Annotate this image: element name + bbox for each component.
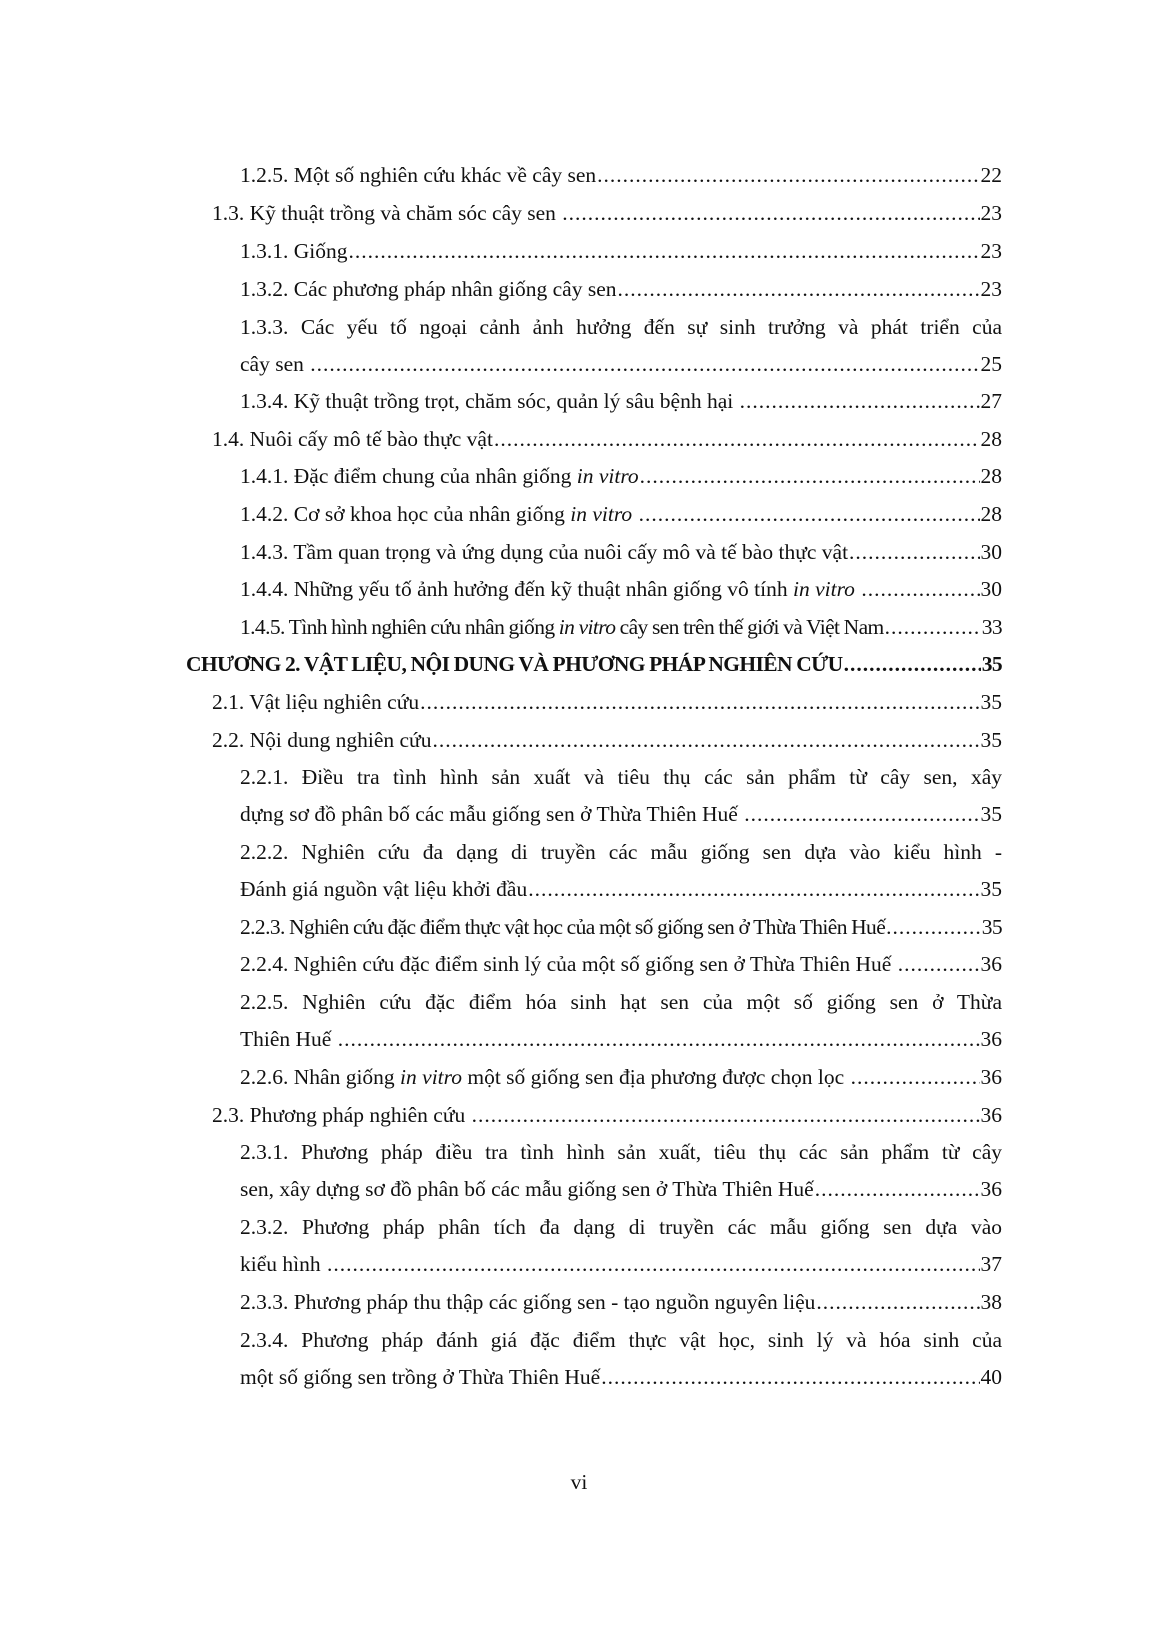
toc-entry-2-2-4[interactable] — [240, 945, 1002, 983]
toc-entry-2-3-1-line2[interactable] — [240, 1170, 1002, 1208]
toc-entry-label: 2.3.1. Phương pháp điều tra tình hình sản xuất, tiêu thụ các sản phẩm từ cây — [240, 1140, 1002, 1164]
toc-entry-2-3-4-line1[interactable] — [240, 1321, 1002, 1359]
toc-entry-2-3[interactable] — [212, 1096, 1002, 1134]
toc-entry-page: 36 — [980, 1103, 1002, 1127]
toc-entry-page: 35 — [981, 652, 1002, 676]
leader-dots — [849, 533, 979, 571]
page-number: vi — [570, 1470, 588, 1494]
leader-dots — [528, 870, 979, 908]
toc-entry-2-2-3[interactable] — [240, 908, 1002, 946]
toc-entry-page: 40 — [980, 1365, 1002, 1389]
leader-dots — [494, 420, 980, 458]
toc-entry-2-2-5-line2[interactable] — [240, 1020, 1002, 1058]
toc-entry-2-3-2-line1[interactable] — [240, 1208, 1002, 1246]
toc-entry-page: 35 — [980, 877, 1002, 901]
toc-entry-label-italic: in vitro — [570, 502, 633, 526]
toc-entry-label-italic: in vitro — [793, 577, 855, 601]
toc-entry-2-1[interactable] — [212, 683, 1002, 721]
toc-entry-1-4-5[interactable] — [240, 608, 1002, 646]
toc-entry-page: 23 — [980, 239, 1002, 263]
toc-entry-label — [240, 1058, 850, 1096]
leader-dots — [562, 194, 979, 232]
toc-entry-label: 2.3.2. Phương pháp phân tích đa dạng di truyền các mẫu giống sen dựa vào — [240, 1215, 1002, 1239]
toc-entry-label: một số giống sen trồng ở Thừa Thiên Huế — [240, 1365, 601, 1389]
toc-entry-2-2-2-line2[interactable] — [240, 870, 1002, 908]
leader-dots — [432, 721, 979, 759]
toc-entry-label: 1.3. Kỹ thuật trồng và chăm sóc cây sen — [212, 201, 562, 225]
toc-entry-label-text-after: một số giống sen địa phương được chọn lọc — [461, 1065, 850, 1089]
toc-entry-2-3-2-line2[interactable] — [240, 1245, 1002, 1283]
toc-entry-label — [240, 495, 638, 533]
toc-entry-label-text-after: cây sen trên thế giới và Việt Nam — [615, 615, 884, 639]
toc-entry-label: 2.3.3. Phương pháp thu thập các giống sen - tạo nguồn nguyên liệu — [240, 1290, 816, 1314]
toc-entry-label: 1.3.1. Giống — [240, 239, 348, 263]
toc-entry-label-italic: in vitro — [400, 1065, 462, 1089]
toc-entry-label: Thiên Huế — [240, 1027, 337, 1051]
toc-entry-label: kiểu hình — [240, 1252, 326, 1276]
toc-entry-page: 22 — [980, 163, 1002, 187]
toc-entry-1-3-3-line1[interactable] — [240, 308, 1002, 346]
toc-entry-label-text: 1.4.1. Đặc điểm chung của nhân giống — [240, 464, 577, 488]
leader-dots — [601, 1358, 979, 1396]
toc-entry-page: 23 — [980, 201, 1002, 225]
toc-entry-page: 37 — [980, 1252, 1002, 1276]
leader-dots — [744, 795, 979, 833]
toc-entry-1-3-1[interactable] — [240, 232, 1002, 270]
toc-entry-2-2-1-line1[interactable] — [240, 758, 1002, 796]
leader-dots — [597, 156, 979, 194]
toc-entry-page: 33 — [981, 615, 1002, 639]
toc-entry-label: 2.2.5. Nghiên cứu đặc điểm hóa sinh hạt sen của một số giống sen ở Thừa — [240, 990, 1002, 1014]
leader-dots — [815, 1170, 980, 1208]
toc-entry-label-text: 2.2.6. Nhân giống — [240, 1065, 401, 1089]
leader-dots — [349, 232, 980, 270]
toc-entry-label — [240, 457, 639, 495]
leader-dots — [851, 1058, 980, 1096]
leader-dots — [640, 457, 980, 495]
toc-entry-label: 2.2. Nội dung nghiên cứu — [212, 728, 432, 752]
toc-entry-label: 1.3.2. Các phương pháp nhân giống cây sen — [240, 277, 617, 301]
toc-entry-page: 28 — [980, 464, 1002, 488]
leader-dots — [861, 570, 979, 608]
toc-entry-chapter-2[interactable] — [186, 645, 1002, 683]
toc-entry-label: 2.2.4. Nghiên cứu đặc điểm sinh lý của một số giống sen ở Thừa Thiên Huế — [240, 952, 897, 976]
toc-entry-label: sen, xây dựng sơ đồ phân bố các mẫu giống sen ở Thừa Thiên Huế — [240, 1177, 814, 1201]
toc-entry-page: 23 — [980, 277, 1002, 301]
toc-entry-page: 36 — [980, 1027, 1002, 1051]
toc-entry-page: 30 — [980, 540, 1002, 564]
toc-entry-label: CHƯƠNG 2. VẬT LIỆU, NỘI DUNG VÀ PHƯƠNG PHÁP NGHIÊN CỨU — [186, 652, 843, 676]
toc-entry-label-text: 1.4.5. Tình hình nghiên cứu nhân giống — [240, 615, 559, 639]
toc-entry-label: 2.2.3. Nghiên cứu đặc điểm thực vật học của một số giống sen ở Thừa Thiên Huế — [240, 915, 886, 939]
toc-entry-label: 2.3. Phương pháp nghiên cứu — [212, 1103, 471, 1127]
toc-entry-page: 28 — [980, 502, 1002, 526]
toc-entry-2-2-2-line1[interactable] — [240, 833, 1002, 871]
toc-entry-page: 38 — [980, 1290, 1002, 1314]
toc-entry-page: 35 — [980, 728, 1002, 752]
toc-entry-1-3[interactable] — [212, 194, 1002, 232]
leader-dots — [898, 945, 980, 983]
toc-entry-label: 1.3.4. Kỹ thuật trồng trọt, chăm sóc, quản lý sâu bệnh hại — [240, 389, 739, 413]
toc-entry-2-3-4-line2[interactable] — [240, 1358, 1002, 1396]
toc-entry-1-4-2[interactable] — [240, 495, 1002, 533]
toc-entry-page: 35 — [980, 690, 1002, 714]
toc-entry-label: 2.2.1. Điều tra tình hình sản xuất và tiêu thụ các sản phẩm từ cây sen, xây — [240, 765, 1002, 789]
toc-entry-label-text: 1.4.4. Những yếu tố ảnh hưởng đến kỹ thuật nhân giống vô tính — [240, 577, 794, 601]
toc-entry-2-2-5-line1[interactable] — [240, 983, 1002, 1021]
toc-entry-2-2-1-line2[interactable] — [240, 795, 1002, 833]
toc-entry-label: 2.2.2. Nghiên cứu đa dạng di truyền các mẫu giống sen dựa vào kiểu hình - — [240, 840, 1002, 864]
toc-entry-2-3-1-line1[interactable] — [240, 1133, 1002, 1171]
toc-entry-label: dựng sơ đồ phân bố các mẫu giống sen ở Thừa Thiên Huế — [240, 802, 744, 826]
toc-entry-page: 30 — [980, 577, 1002, 601]
toc-entry-page: 35 — [980, 802, 1002, 826]
toc-entry-1-4[interactable] — [212, 420, 1002, 458]
leader-dots — [885, 608, 981, 646]
toc-entry-1-3-2[interactable] — [240, 270, 1002, 308]
toc-entry-page: 36 — [980, 1065, 1002, 1089]
toc-entry-1-3-3-line2[interactable] — [240, 345, 1002, 383]
toc-entry-label-italic: in vitro — [576, 464, 639, 488]
toc-entry-label: 2.3.4. Phương pháp đánh giá đặc điểm thực vật học, sinh lý và hóa sinh của — [240, 1328, 1002, 1352]
toc-entry-1-2-5[interactable] — [240, 156, 1002, 194]
toc-entry-page: 25 — [980, 352, 1002, 376]
toc-entry-label: 1.3.3. Các yếu tố ngoại cảnh ảnh hưởng đến sự sinh trưởng và phát triển của — [240, 315, 1002, 339]
leader-dots — [310, 345, 979, 383]
toc-entry-label: 1.4. Nuôi cấy mô tế bào thực vật — [212, 427, 493, 451]
toc-entry-label-text: 1.4.2. Cơ sở khoa học của nhân giống — [240, 502, 571, 526]
toc-entry-1-4-4[interactable] — [240, 570, 1002, 608]
toc-entry-label — [240, 608, 884, 646]
toc-entry-label-italic: in vitro — [558, 615, 616, 639]
leader-dots — [740, 382, 980, 420]
leader-dots — [420, 683, 979, 721]
leader-dots — [639, 495, 980, 533]
toc-entry-1-3-4[interactable] — [240, 382, 1002, 420]
toc-entry-label: 1.4.3. Tầm quan trọng và ứng dụng của nuôi cấy mô và tế bào thực vật — [240, 540, 849, 564]
leader-dots — [886, 908, 981, 946]
leader-dots — [844, 645, 981, 683]
leader-dots — [816, 1283, 979, 1321]
toc-entry-page: 36 — [980, 952, 1002, 976]
leader-dots — [327, 1245, 980, 1283]
leader-dots — [472, 1096, 980, 1134]
toc-entry-2-3-3[interactable] — [240, 1283, 1002, 1321]
toc-entry-label: 1.2.5. Một số nghiên cứu khác về cây sen — [240, 163, 597, 187]
toc-entry-2-2-6[interactable] — [240, 1058, 1002, 1096]
toc-entry-page: 35 — [981, 915, 1002, 939]
toc-entry-label: cây sen — [240, 352, 310, 376]
toc-entry-label-text-after — [855, 577, 860, 601]
toc-entry-2-2[interactable] — [212, 721, 1002, 759]
toc-entry-1-4-1[interactable] — [240, 457, 1002, 495]
toc-entry-1-4-3[interactable] — [240, 533, 1002, 571]
leader-dots — [618, 270, 980, 308]
toc-entry-label — [240, 570, 860, 608]
toc-entry-page: 28 — [980, 427, 1002, 451]
leader-dots — [338, 1020, 980, 1058]
toc-entry-label: 2.1. Vật liệu nghiên cứu — [212, 690, 420, 714]
toc-entry-page: 27 — [980, 389, 1002, 413]
toc-entry-page: 36 — [980, 1177, 1002, 1201]
toc-entry-label: Đánh giá nguồn vật liệu khởi đầu — [240, 877, 528, 901]
